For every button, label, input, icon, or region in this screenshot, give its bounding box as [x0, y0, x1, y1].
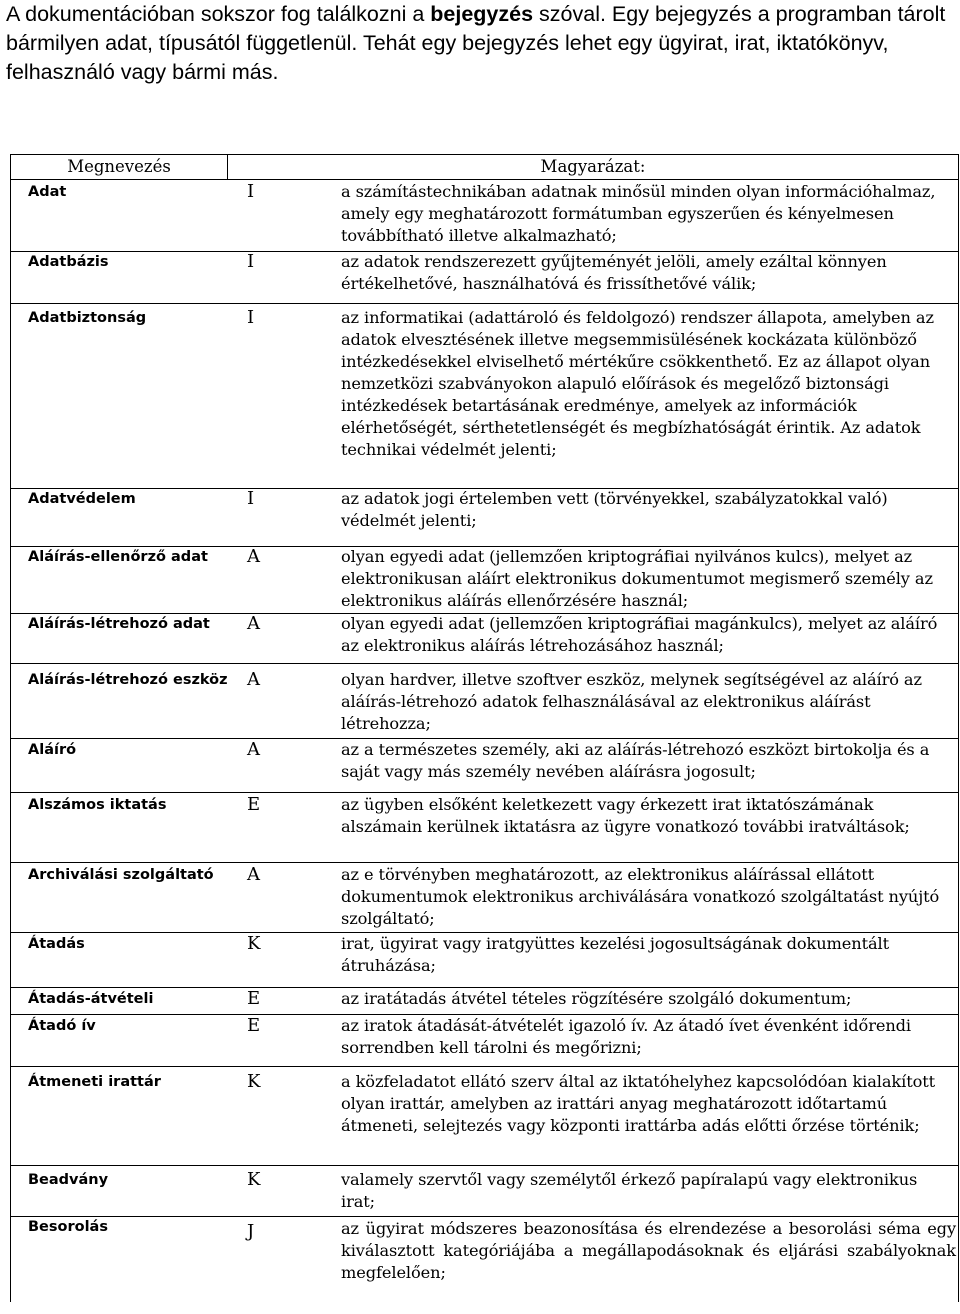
table-row: [11, 932, 958, 988]
row-code: K: [247, 933, 261, 954]
table-row: [11, 987, 958, 1015]
row-term: Átadás: [28, 936, 85, 952]
row-code: A: [247, 864, 260, 885]
row-explanation: olyan egyedi adat (jellemzően kriptográfiai magánkulcs), melyet az aláíró az elektronikus aláírás létrehozásához használ;: [341, 614, 938, 655]
table-row: [11, 180, 958, 252]
row-code: K: [247, 1071, 261, 1092]
row-term: Adatvédelem: [28, 491, 136, 507]
row-code: A: [247, 546, 260, 567]
row-explanation: a számítástechnikában adatnak minősül minden olyan információhalmaz, amely egy meghatározott formátumban egyszerűen és kényelmesen továbbítható illetve alkalmazható;: [341, 182, 936, 245]
intro-paragraph: [6, 0, 946, 87]
row-explanation: az ügyben elsőként keletkezett vagy érkezett irat iktatószámának alszámain kerülnek iktatásra az ügyre vonatkozó további iratváltások;: [341, 795, 910, 836]
row-term: Aláírás-létrehozó eszköz: [28, 672, 228, 688]
row-code: K: [247, 1169, 261, 1190]
row-code: I: [247, 488, 255, 509]
table-row: [11, 792, 958, 863]
table-row: [11, 546, 958, 614]
intro-keyword: bejegyzés: [430, 2, 534, 26]
table-row: [11, 613, 958, 664]
table-row: [11, 251, 958, 304]
intro-text: A dokumentációban sokszor fog találkozni a: [6, 2, 431, 26]
row-explanation: az iratok átadását-átvételét igazoló ív. Az átadó ívet évenként időrendi sorrendben kell tárolni és megőrizni;: [341, 1016, 911, 1057]
row-explanation: valamely szervtől vagy személytől érkező papíralapú vagy elektronikus irat;: [341, 1170, 918, 1211]
table-row: [11, 862, 958, 933]
row-code: J: [247, 1221, 255, 1242]
table-row: [11, 303, 958, 489]
glossary-table: [10, 154, 959, 1302]
intro-text-rest: szóval. Egy bejegyzés a programban tárolt bármilyen adat, típusától függetlenül. Tehát egy bejegyzés lehet egy ügyirat, irat, iktatókönyv, felhasználó vagy bármi más.: [6, 2, 946, 84]
row-code: A: [247, 613, 260, 634]
table-row: [11, 1066, 958, 1166]
row-term: Alszámos iktatás: [28, 797, 167, 813]
row-explanation: olyan hardver, illetve szoftver eszköz, melynek segítségével az aláíró az aláírás-létrehozó adatok felhasználásával az elektronikus aláírást létrehozza;: [341, 670, 922, 733]
row-term: Aláírás-ellenőrző adat: [28, 549, 208, 565]
row-term: Beadvány: [28, 1172, 109, 1188]
row-term: Átadás-átvételi: [28, 991, 154, 1007]
row-term: Aláíró: [28, 742, 77, 758]
row-code: A: [247, 669, 260, 690]
row-term: Adatbiztonság: [28, 310, 147, 326]
row-explanation: az adatok rendszerezett gyűjteményét jelöli, amely ezáltal könnyen értékelhetővé, használhatóvá és frissíthetővé válik;: [341, 252, 887, 293]
row-explanation: a közfeladatot ellátó szerv által az iktatóhelyhez kapcsolódóan kialakított olyan irattár, amelyben az irattári anyag meghatározott időtartamú átmeneti, selejtezés vagy központi irattárba adás előtti őrzése történik;: [341, 1072, 936, 1135]
row-explanation: olyan egyedi adat (jellemzően kriptográfiai nyilvános kulcs), melyet az elektronikusan aláírt elektronikus dokumentumot megismerő személy az elektronikus aláírás ellenőrzésére használ;: [341, 547, 933, 610]
row-term: Adatbázis: [28, 254, 109, 270]
row-explanation: az adatok jogi értelemben vett (törvényekkel, szabályzatokkal való) védelmét jelenti;: [341, 489, 888, 530]
row-term: Átadó ív: [28, 1018, 96, 1034]
table-row: [11, 1216, 958, 1303]
row-term: Archiválási szolgáltató: [28, 867, 214, 883]
row-explanation: az e törvényben meghatározott, az elektronikus aláírással ellátott dokumentumok elektronikus archiválására vonatkozó szolgáltatást nyújtó szolgáltató;: [341, 865, 940, 928]
header-explanation: Magyarázat:: [540, 157, 646, 176]
row-explanation: az a természetes személy, aki az aláírás-létrehozó eszközt birtokolja és a saját vagy más személy nevében aláírásra jogosult;: [341, 740, 930, 781]
row-term: Adat: [28, 184, 67, 200]
table-row: [11, 663, 958, 739]
row-code: A: [247, 739, 260, 760]
row-code: I: [247, 307, 255, 328]
table-row: [11, 738, 958, 793]
row-code: I: [247, 251, 255, 272]
row-term: Átmeneti irattár: [28, 1074, 161, 1090]
header-name: Megnevezés: [67, 157, 171, 176]
row-explanation: az ügyirat módszeres beazonosítása és elrendezése a besorolási séma egy kiválasztott kategóriájába a megállapodásoknak és eljárási szabályoknak megfelelően;: [341, 1219, 956, 1282]
row-code: E: [247, 988, 261, 1009]
table-row: [11, 1165, 958, 1217]
table-row: [11, 1014, 958, 1067]
table-row: [11, 488, 958, 547]
row-code: E: [247, 1015, 261, 1036]
row-term: Besorolás: [28, 1219, 108, 1235]
row-term: Aláírás-létrehozó adat: [28, 616, 210, 632]
row-code: E: [247, 794, 261, 815]
table-header: [11, 155, 958, 180]
row-explanation: irat, ügyirat vagy iratgyüttes kezelési jogosultságának dokumentált átruházása;: [341, 934, 890, 975]
row-code: I: [247, 181, 255, 202]
row-explanation: az informatikai (adattároló és feldolgozó) rendszer állapota, amelyben az adatok elvesztésének illetve megsemmisülésének kockázata különböző intézkedésekkel elviselhető mértékűre csökkenthető. Ez az állapot olyan nemzetközi szabványokon alapuló előírások és megelőző biztonsági intézkedések betartásának eredménye, amelyek az információk elérhetőségét, sérthetetlenségét és megbízhatóságát érintik. Az adatok technikai védelmét jelenti;: [341, 308, 934, 459]
row-explanation: az iratátadás átvétel tételes rögzítésére szolgáló dokumentum;: [341, 989, 852, 1008]
